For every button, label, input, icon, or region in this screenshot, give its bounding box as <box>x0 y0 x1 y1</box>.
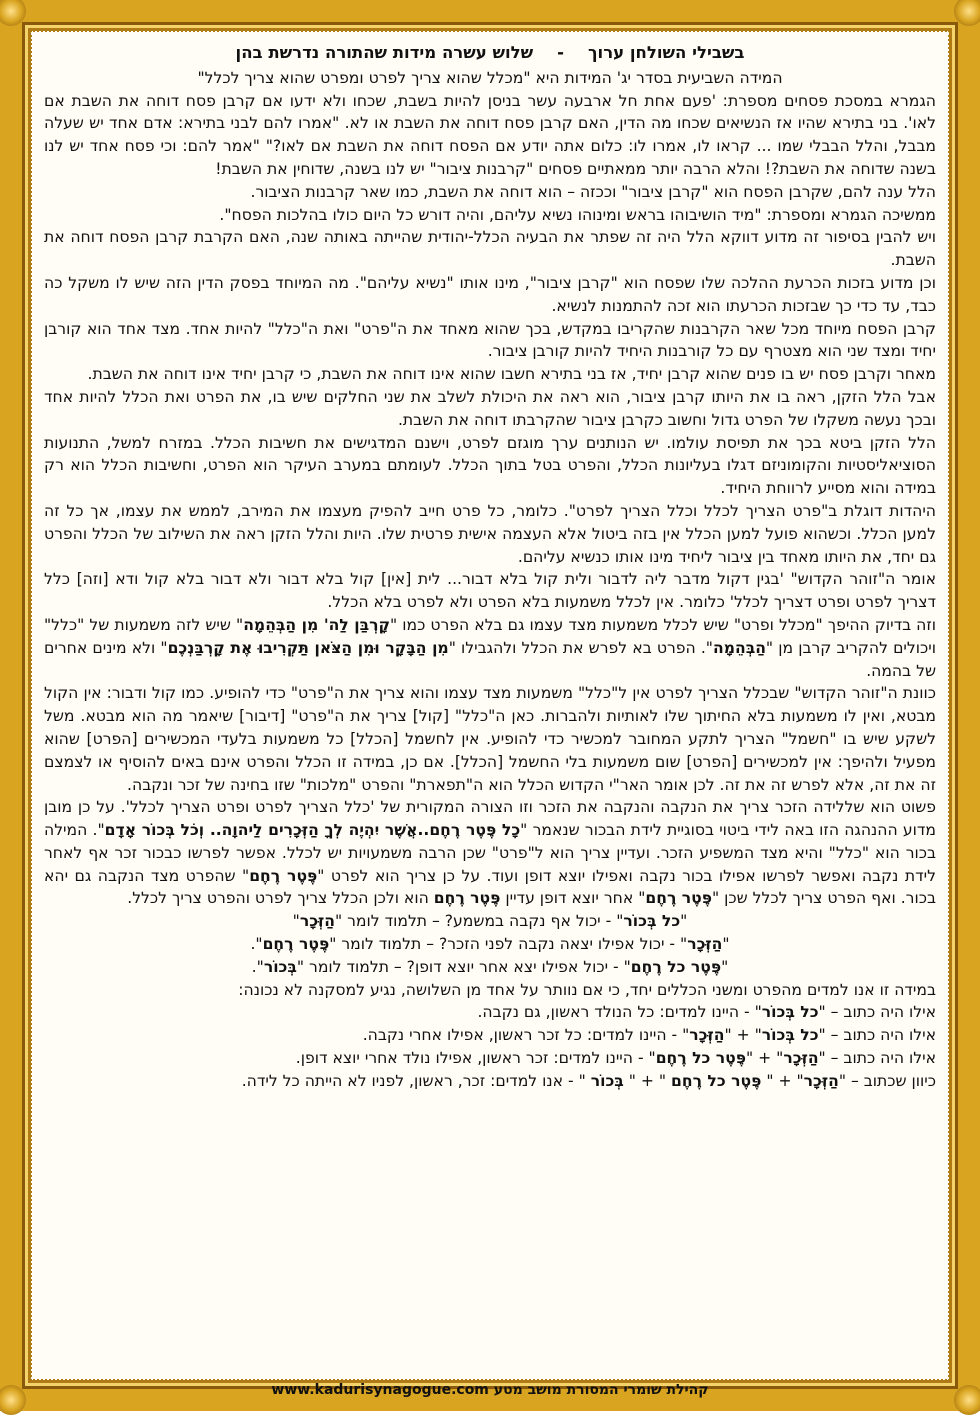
verse-quote: פֶּטֶר כל רֶחֶם <box>671 1072 761 1090</box>
text-run: אילו היה כתוב – " <box>819 1026 936 1044</box>
paragraph-3: ממשיכה הגמרא ומספרת: "מיד הושיבוהו בראש ומינוהו נשיא עליהם, והיה דורש כל היום כולו בהלכות הפסח". <box>44 204 936 227</box>
conclusion-line-3 <box>44 1047 936 1070</box>
text-run: כיוון שכתוב – " <box>839 1072 936 1090</box>
verse-quote: פֶּטֶר רֶחֶם <box>434 889 501 907</box>
paragraph-6: קרבן הפסח מיוחד מכל שאר הקרבנות שהקריבו במקדש, בכך שהוא מאחד את ה"פרט" ואת ה"כלל" להיות אחד. מצד אחד הוא קורבן יחיד ומצד שני הוא מצטרף עם כל קורבנות היחיד להיות קורבן ציבור. <box>44 318 936 364</box>
verse-quote: פֶּטֶר רֶחֶם <box>263 935 330 953</box>
text-run: ". המילה בכור הוא "כלל" והיא מצד המשפיע הזכר. ועדיין צריך הוא ל"פרט" שכן הרבה משמעויות יש לכלל. אפשר לפרשו כבכור זכר אף לאחר לידת נקבה ואפשר לפרשו אפילו בכור נקבה ואפילו יוצא דופן ועוד. על כן צריך הוא לפרט " <box>44 821 936 885</box>
verse-quote: קָרְבַּן לַה' מִן הַבְּהֵמָה <box>243 616 390 634</box>
verse-quote: הַבְּהֵמָה <box>713 639 766 657</box>
text-run: " - אנו למדים: זכר, ראשון, לפניו לא הייתה כל לידה. <box>242 1072 591 1090</box>
frame-corner-ornament <box>0 0 26 26</box>
verse-quote: פֶּטֶר כל רֶחֶם <box>631 958 721 976</box>
intro-line: המידה השביעית בסדר יג' המידות היא "מכלל שהוא צריך לפרט ומפרט שהוא צריך לכלל" <box>44 67 936 90</box>
title-series: בשבילי השולחן ערוך <box>588 43 744 62</box>
text-run: " - יכול אפילו יצא אחר יוצא דופן? – תלמוד לומר " <box>297 958 631 976</box>
verse-quote: פֶּטֶר כל רֶחֶם <box>656 1049 746 1067</box>
text-run: הוא ולכן הכלל צריך לפרט והפרט צריך לכלל. <box>127 889 434 907</box>
text-run: " + " <box>624 1072 671 1090</box>
frame-corner-ornament <box>954 0 980 26</box>
text-run: אילו היה כתוב – " <box>819 1049 936 1067</box>
talmud-line-3: "פֶּטֶר כל רֶחֶם" - יכול אפילו יצא אחר יוצא דופן? – תלמוד לומר "בְּכוֹר". <box>44 956 936 979</box>
verse-quote: כל בְּכוֹר <box>623 912 680 930</box>
verse-quote: כל בְּכוֹר <box>762 1003 819 1021</box>
verse-quote: הַזְּכָר <box>300 912 335 930</box>
paragraph-4: ויש להבין בסיפור זה מדוע דווקא הלל היה זה שפתר את הבעיה הכלל-יהודית שהייתה באותה שנה, האם הקרבת קרבן הפסח דוחה את השבת. <box>44 226 936 272</box>
paragraph-13: כוונת ה"זוהר הקדוש" שבכלל הצריך לפרט אין ל"כלל" משמעות מצד עצמו והוא צריך את ה"פרט" כדי להופיע. כמו קול ודבור: אין הקול מבטא, ואין לו משמעות בלא החיתוך שלו לאותיות ולהברות. כאן ה"כלל" [קול] צריך את ה"פרט" [דיבור] שיאמר מה הוא מבטא. משל לשקע שיש בו "חשמל" הצריך לתקע המחובר למכשיר כדי להופיע. אין לחשמל [הכלל] כל משמעות בלעדי המכשירים [הפרט] שהוא מפעיל ולהיפך: אין למכשירים [הפרט] שום משמעות בלי החשמל [הכלל]. אם כן, במידה זו הכלל והפרט אינם באים להוסיף או לצמצם זה את זה, אלא לפרש זה את זה. לכן אומר האר"י הקדוש הכלל הוא ה"תפארת" והפרט "מלכות" שזו בחינה של זכר ונקבה. <box>44 682 936 796</box>
paragraph-11: אומר ה"זוהר הקדוש" 'בגין דקול מדבר ליה לדבור ולית קול בלא דבור... לית [אין] קול בלא דבור ולא דבור בלא קול ודא [וזה] כלל דצריך לפרט ופרט דצריך לכלל' כלומר. אין לכלל משמעות בלא הפרט ולא לפרט בלא הכלל. <box>44 568 936 614</box>
paragraph-5: וכן מדוע בזכות הכרעת ההלכה שלו שפסח הוא "קרבן ציבור", מינו אותו "נשיא עליהם". מה המיוחד בפסק הדין הזה שיש לו משקל כה כבד, עד כדי כך שבזכות הכרעתו הוא זכה להתמנות לנשיא. <box>44 272 936 318</box>
page-title <box>44 42 936 65</box>
text-run: " + " <box>746 1049 783 1067</box>
verse-quote: פֶּטֶר רֶחֶם <box>645 889 712 907</box>
verse-quote: הַזְּכָר <box>689 1026 724 1044</box>
paragraph-7: מאחר וקרבן פסח יש בו פנים שהוא קרבן יחיד, אז בני בתירא חשבו שהוא אינו דוחה את השבת, כי קרבן יחיד אינו דוחה את השבת. <box>44 363 936 386</box>
verse-quote: הַזְּכָר <box>783 1049 818 1067</box>
paragraph-2: הלל ענה להם, שקרבן הפסח הוא "קרבן ציבור" וככזה – הוא דוחה את השבת, כמו שאר קרבנות הציבור. <box>44 181 936 204</box>
verse-quote: כָל פֶּטֶר רֶחֶם..אֲשֶׁר יִהְיֶה לְךָ הַזְּכָרִים לַיהוָה.. וְכֹל בְּכוֹר אָדָם <box>105 821 521 839</box>
paragraph-8: אבל הלל הזקן, ראה בו את היותו קרבן ציבור, הוא ראה את היכולת לשלב את שני החלקים שיש בו, את הפרט ואת הכלל להיות אחד ובכך נעשה משקלו של הפרט גדול וחשוב כקרבן ציבור שהקרבתו דוחה את השבת. <box>44 386 936 432</box>
paragraph-10: היהדות דוגלת ב"פרט הצריך לכלל וכלל הצריך לפרט". כלומר, כל פרט חייב להפיק מעצמו את המירב, לממש את עצמו, אך כל זה למען הכלל. וכשהוא פועל למען הכלל אין בזה ביטול אלא העצמה אישית פרטית שלו. היות והלל הזקן ראה את השילוב של הכלל והפרט גם יחד, את היותו מאחד בין ציבור ליחיד מינו אותו כנשיא עליהם. <box>44 500 936 568</box>
text-run: " + " <box>761 1072 803 1090</box>
talmud-line-1: "כל בְּכוֹר" - יכול אף נקבה במשמע? – תלמוד לומר "הַזְּכָר" <box>44 910 936 933</box>
text-run: " אחר יוצא דופן עדיין <box>500 889 645 907</box>
text-run: " - יכול אף נקבה במשמע? – תלמוד לומר " <box>335 912 623 930</box>
text-run: " ולא מינים אחרים של בהמה. <box>44 639 936 680</box>
title-separator: - <box>557 43 564 62</box>
text-run: " + " <box>724 1026 761 1044</box>
talmud-line-2: "הַזְּכָר" - יכול אפילו יצאה נקבה לפני הזכר? – תלמוד לומר "פֶּטֶר רֶחֶם". <box>44 933 936 956</box>
paragraph-9: הלל הזקן ביטא בכך את תפיסת עולמו. יש הנותנים ערך מוגזם לפרט, וישנם המדגישים את חשיבות הכלל. במזרח למשל, התנועות הסוציאליסטיות והקומוניזם דגלו בעליונות הכלל, והפרט בטל בתוך הכלל. לעומתם במערב העיקר הוא הפרט, וחשיבות הכלל הוא רק במידה והוא מסייע לרווחת היחיד. <box>44 432 936 500</box>
conclusion-line-2 <box>44 1024 936 1047</box>
text-run: " שהפרט מצד הנקבה גם יהא בכור. ואף הפרט צריך לכלל שכן " <box>44 867 936 908</box>
verse-quote: פֶּטֶר רֶחֶם <box>249 867 317 885</box>
text-run: " - היינו למדים: כל הנולד ראשון, גם נקבה. <box>477 1003 761 1021</box>
conclusion-line-1 <box>44 1001 936 1024</box>
text-run: ". הפרט בא לפרש את הכלל ולהגבילו " <box>449 639 713 657</box>
text-run: וזה בדיוק ההיפך "מכלל ופרט" שיש לכלל משמעות מצד עצמו גם בלא הפרט כמו " <box>390 616 936 634</box>
text-run: " - היינו למדים: זכר ראשון, אפילו נולד אחרי יוצא דופן. <box>296 1049 656 1067</box>
paragraph-14 <box>44 796 936 910</box>
verse-quote: כל בְּכוֹר <box>762 1026 819 1044</box>
verse-quote: הַזְּכָר <box>687 935 722 953</box>
text-run: " שיש לזה משמעות של "כלל" ויכולים להקריב קרבן מן " <box>44 616 936 657</box>
verse-quote: בְּכוֹר <box>591 1072 624 1090</box>
title-topic: שלוש עשרה מידות שהתורה נדרשת בהן <box>236 43 534 62</box>
verse-quote: הַזְּכָר <box>804 1072 839 1090</box>
summary-line: במידה זו אנו למדים מהפרט ומשני הכללים יחד, כי אם נוותר על אחד מן השלושה, נגיע למסקנה לא נכונה: <box>44 979 936 1002</box>
verse-quote: בְּכוֹר <box>264 958 297 976</box>
paragraph-1: הגמרא במסכת פסחים מספרת: 'פעם אחת חל ארבעה עשר בניסן להיות בשבת, שכחו ולא ידעו אם קרבן פסח דוחה את השבת אם לאו'. בני בתירא שהיו אז הנשיאים שכחו מה הדין, האם קרבן פסח דוחה את השבת או לא. "אמרו להם לבני בתירא: אדם אחד יש שעלה מבבל, והלל הבבלי שמו ... קראו לו, אמרו לו: כלום אתה יודע אם הפסח דוחה את השבת אם לאו?" "אמר להם: וכי פסח אחד יש לנו בשנה שדוחה את השבת?! והלא הרבה יותר ממאתיים פסחים "קרבנות ציבור" יש לנו בשנה, שדוחין את השבת! <box>44 90 936 181</box>
document-body <box>44 42 936 1372</box>
text-run: פשוט הוא שללידה הזכר צריך את הנקבה והנקבה את הזכר וזו הצורה המקורית של 'כלל הצריך לפרט ופרט הצריך לכלל'. על כן מובן מדוע ההנהגה הזו באה לידי ביטוי בסוגיית לידת הבכור שנאמר " <box>44 798 936 839</box>
footer-credit: קהילת שומרי המסורת מושב מטע www.kadurisynagogue.com <box>0 1382 980 1402</box>
text-run: אילו היה כתוב – " <box>819 1003 936 1021</box>
text-run: " - יכול אפילו יצאה נקבה לפני הזכר? – תלמוד לומר " <box>329 935 687 953</box>
text-run: " - היינו למדים: כל זכר ראשון, אפילו אחרי נקבה. <box>363 1026 690 1044</box>
conclusion-line-4 <box>44 1070 936 1093</box>
paragraph-12 <box>44 614 936 682</box>
verse-quote: מִן הַבָּקָר וּמִן הַצֹּאן תַּקְרִיבוּ אֶת קָרְבַּנְכֶם <box>168 639 449 657</box>
